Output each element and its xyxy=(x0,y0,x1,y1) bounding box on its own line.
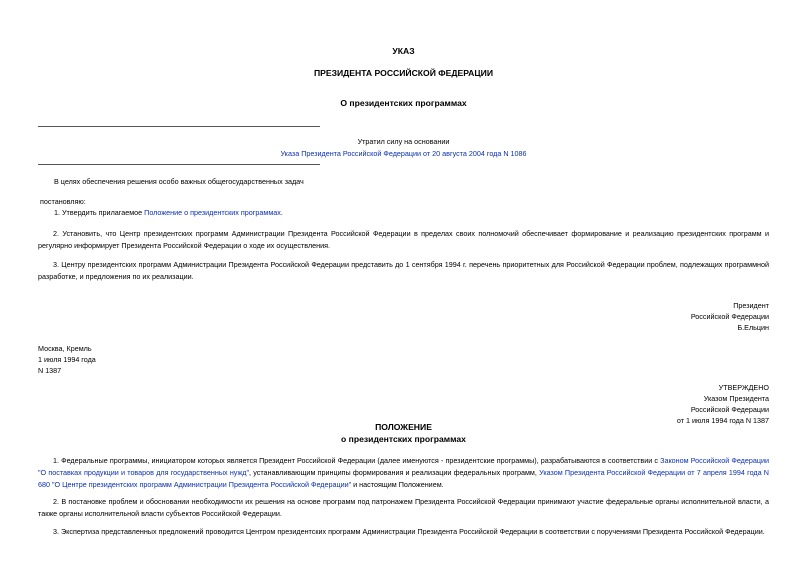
regulation-p1-text-b: , устанавливающим принципы формирования и реализации федеральных программ, xyxy=(249,467,540,477)
date: 1 июля 1994 года xyxy=(38,355,96,364)
revocation-link[interactable]: Указа Президента Российской Федерации от 20 августа 2004 года N 1086 xyxy=(280,149,527,158)
revocation-note: Утратил силу на основании xyxy=(357,137,450,146)
regulation-paragraph-3: 3. Экспертиза представленных предложений проводится Центром президентских программ Администрации Президента Российской Федерации в соответствии с поручениями Президента Российской Федерации. xyxy=(53,527,765,536)
item-2: 2. Установить, что Центр президентских программ Администрации Президента Российской Федерации в пределах своих полномочий обеспечивает формирование и реализацию президентских программ и регулярно информирует Президента Российской Федерации о ходе их осуществления. xyxy=(38,229,769,250)
regulation-subtitle: о президентских программах xyxy=(341,434,466,444)
regulation-p1-text-c: и настоящим Положением. xyxy=(351,479,444,489)
preamble: В целях обеспечения решения особо важных общегосударственных задач xyxy=(54,177,304,186)
regulation-paragraph-1 xyxy=(38,455,769,490)
signature-org: Российской Федерации xyxy=(690,312,769,321)
approved-label: УТВЕРЖДЕНО xyxy=(718,383,769,392)
approved-org: Российской Федерации xyxy=(690,405,769,414)
decree-title: УКАЗ xyxy=(392,46,415,56)
item-1 xyxy=(54,207,769,219)
decree-issuer: ПРЕЗИДЕНТА РОССИЙСКОЙ ФЕДЕРАЦИИ xyxy=(313,68,494,78)
regulation-link[interactable]: Положение о президентских программах xyxy=(144,208,281,217)
approved-by: Указом Президента xyxy=(703,394,769,403)
place: Москва, Кремль xyxy=(38,344,92,353)
item-3: 3. Центру президентских программ Администрации Президента Российской Федерации представить до 1 сентября 1994 г. перечень приоритетных для Российской Федерации проблем, подлежащих программной разработке, и предложения по их реализации. xyxy=(38,260,769,281)
decree-680-link[interactable]: Указом Президента Российской Федерации от 7 апреля 1994 года N 680 "О Центре президентских программ Администрации Президента Российской Федерации" xyxy=(38,467,770,489)
approved-date: от 1 июля 1994 года N 1387 xyxy=(676,416,769,425)
decree-subject: О президентских программах xyxy=(340,98,467,108)
regulation-paragraph-2: 2. В постановке проблем и обосновании необходимости их решения на основе программ под патронажем Президента Российской Федерации принимают участие федеральные органы исполнительной власти, а также органы исполнительной власти субъектов Российской Федерации. xyxy=(38,497,769,518)
law-link[interactable]: Законом Российской Федерации "О поставках продукции и товаров для государственных нужд" xyxy=(38,456,769,477)
decree-word: постановляю: xyxy=(40,197,86,206)
signature-name: Б.Ельцин xyxy=(737,323,769,332)
item-1-prefix: 1. Утвердить прилагаемое xyxy=(54,208,145,217)
regulation-p1-text-a: 1. Федеральные программы, инициатором которых является Президент Российской Федерации (далее именуются - президентские программы), разрабатываются в соответствии с xyxy=(53,456,661,465)
divider-top xyxy=(38,126,320,127)
regulation-title: ПОЛОЖЕНИЕ xyxy=(375,422,432,432)
decree-number: N 1387 xyxy=(38,366,62,375)
item-1-suffix: . xyxy=(280,208,283,217)
divider-bottom xyxy=(38,164,320,165)
signature-title: Президент xyxy=(733,301,769,310)
